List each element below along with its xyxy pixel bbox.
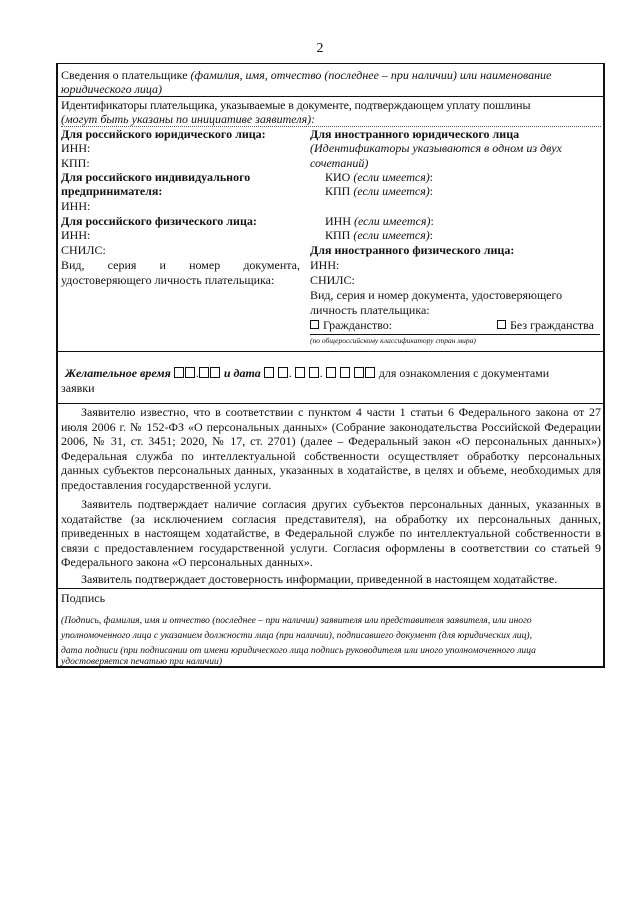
digit-box[interactable] [354,367,364,378]
payer-ids-note: (могут быть указаны по инициативе заявителя): [61,112,601,127]
foreign-kpp-2 [325,228,433,242]
kpp-note: (если имеется) [353,184,430,198]
ru-person-inn: ИНН: [61,228,91,242]
time-date-row [65,366,549,380]
divider [56,96,605,97]
payer-heading-note-2: юридического лица) [61,82,601,97]
divider [56,588,605,589]
digit-box[interactable] [295,367,305,378]
payer-heading [61,68,551,82]
consent-paragraph-1: Заявителю известно, что в соответствии с пунктом 4 части 1 статьи 6 Федерального закона от 27 июля 2006 г. № 152-ФЗ «О персональных данных» (Собрание законодательства Российской Федерации 2006, № 31, ст. 3451; 2020, № 17, ст. 2701) (далее – Федеральный закон «О персональных данных») Федеральная служба по интеллектуальной собственности осуществляет обработку персональных данных субъектов персональных данных, указанных в ходатайстве, в целях и объеме, необходимых для предоставления государственной услуги. [61,405,601,492]
foreign-person-snils: СНИЛС: [310,273,355,287]
ru-legal-title: Для российского юридического лица: [61,127,266,141]
foreign-person-inn: ИНН: [310,258,340,272]
date-label: и дата [223,366,261,380]
kio-label: КИО [325,170,351,184]
year-boxes[interactable] [326,366,376,380]
minute-boxes[interactable] [199,366,221,380]
colon: : [429,170,434,184]
citizenship-label: Гражданство: [323,318,393,332]
doc-word: Вид, [61,258,85,272]
doc-word: и [159,258,166,272]
kpp2-note: (если имеется) [353,228,430,242]
signature-note-2: уполномоченного лица с указанием должности лица (при наличии), подписавшего документ (для юридических лиц), [61,630,532,641]
divider [56,403,605,404]
foreign-person-doc-2: личность плательщика: [310,303,430,317]
ru-person-title: Для российского физического лица: [61,214,257,228]
digit-box[interactable] [264,367,274,378]
consent-paragraph-3: Заявитель подтверждает достоверность информации, приведенной в настоящем ходатайстве. [81,572,558,586]
time-separator: . [195,366,199,380]
digit-box[interactable] [210,367,220,378]
payer-heading-label: Сведения о плательщике [61,68,188,82]
colon: : [429,228,434,242]
hour-boxes[interactable] [174,366,196,380]
date-separator: . [288,366,292,380]
kpp2-label: КПП [325,228,351,242]
ru-ip-title-1: Для российского индивидуального [61,170,251,184]
foreign-person-title: Для иностранного физического лица: [310,243,515,257]
ru-person-doc-line-2: удостоверяющего личность плательщика: [61,273,275,287]
day-boxes[interactable] [264,366,289,380]
doc-word: номер [189,258,221,272]
digit-box[interactable] [174,367,184,378]
colon: : [429,184,434,198]
digit-box[interactable] [340,367,350,378]
payer-ids-line: Идентификаторы плательщика, указываемые в документе, подтверждающем уплату пошлины [61,98,531,112]
divider [56,351,605,352]
foreign-kpp [325,184,433,198]
oksm-note: (по общероссийскому классификатору стран мира) [310,334,600,345]
kpp-label: КПП [325,184,351,198]
digit-box[interactable] [278,367,288,378]
doc-word: серия [107,258,137,272]
time-row-tail: для ознакомления с документами [378,366,550,380]
kio-note: (если имеется) [353,170,430,184]
signature-note-1: (Подпись, фамилия, имя и отчество (последнее – при наличии) заявителя или представителя заявителя, или иного [61,615,532,626]
digit-box[interactable] [326,367,336,378]
ru-ip-inn: ИНН: [61,199,91,213]
month-boxes[interactable] [295,366,320,380]
signature-note-3: дата подписи (при подписании от имени юридического лица подпись руководителя или иного уполномоченного лица [61,645,536,656]
foreign-person-doc-1: Вид, серия и номер документа, удостоверяющего [310,288,563,302]
time-label: Желательное время [65,366,171,380]
ru-person-doc-line-1 [61,258,300,272]
inn-label: ИНН [325,214,351,228]
ru-legal-inn: ИНН: [61,141,91,155]
foreign-kio [325,170,433,184]
payer-heading-note: (фамилия, имя, отчество (последнее – при наличии) или наименование [190,68,552,82]
digit-box[interactable] [185,367,195,378]
digit-box[interactable] [199,367,209,378]
time-row-tail-2: заявки [61,381,95,395]
no-citizenship-option[interactable] [497,318,594,332]
foreign-inn [325,214,434,228]
inn-note: (если имеется) [354,214,431,228]
page-number: 2 [316,41,324,56]
colon: : [430,214,434,228]
date-separator: . [319,366,323,380]
foreign-legal-title: Для иностранного юридического лица [310,127,520,141]
foreign-legal-note-1: (Идентификаторы указываются в одном из двух [310,141,562,155]
ru-ip-title-2: предпринимателя: [61,184,163,198]
digit-box[interactable] [309,367,319,378]
no-citizenship-checkbox[interactable] [497,320,506,329]
citizenship-option[interactable] [310,318,392,332]
signature-note-4: удостоверяется печатью при наличии) [61,656,223,667]
ru-legal-kpp: КПП: [61,156,90,170]
consent-paragraph-2: Заявитель подтверждает наличие согласия других субъектов персональных данных, указанных в ходатайстве (за исключением согласия представителя), на обработку их персональных данных, приведенных в настоящем ходатайстве, в Федеральной службе по интеллектуальной собственности в связи с предоставлением государственной услуги. Согласия оформлены в соответствии со статьей 9 Федерального закона «О персональных данных». [61,497,601,570]
ru-person-snils: СНИЛС: [61,243,106,257]
signature-label: Подпись [61,591,106,605]
no-citizenship-label: Без гражданства [510,318,594,332]
foreign-legal-note-2: сочетаний) [310,156,369,170]
digit-box[interactable] [365,367,375,378]
citizenship-checkbox[interactable] [310,320,319,329]
doc-word: документа, [243,258,300,272]
